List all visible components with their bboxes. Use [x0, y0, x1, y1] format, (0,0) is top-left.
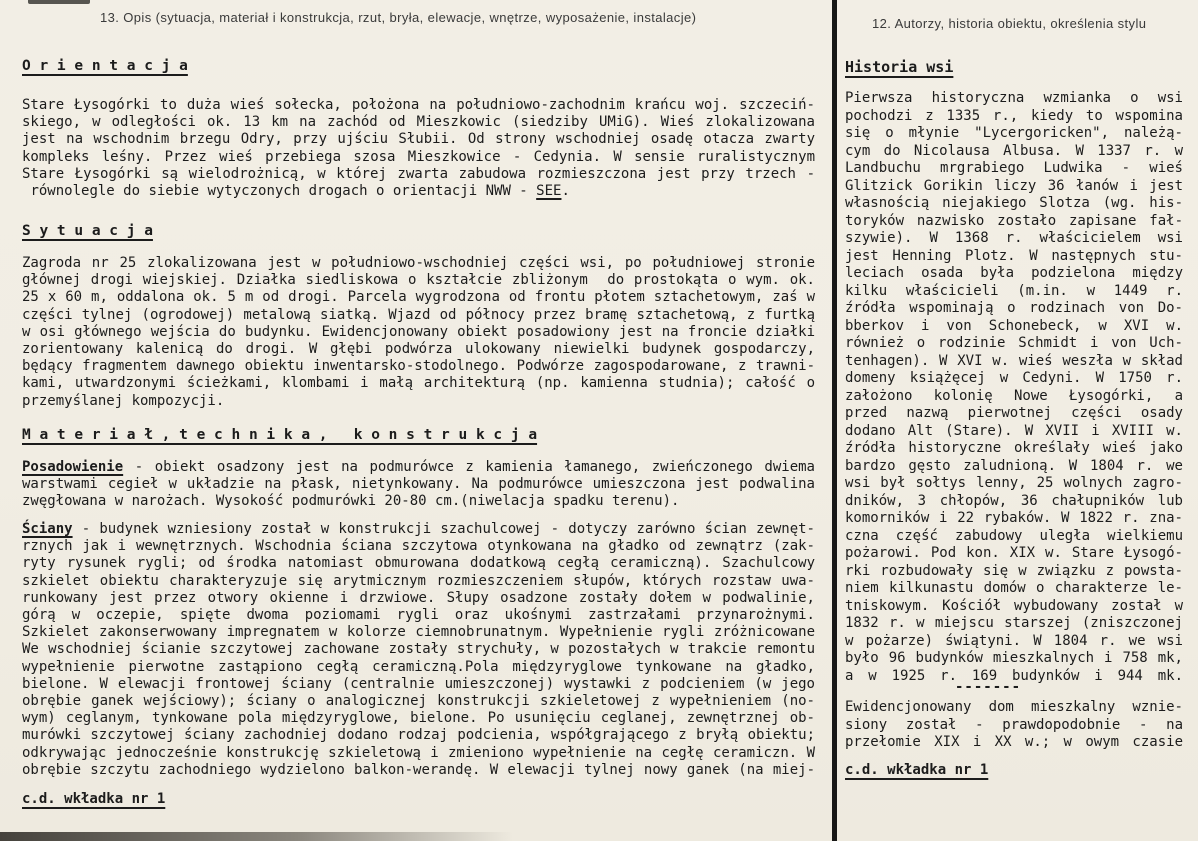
text-line: warstwami cegieł w układzie na płask, nietynkowany. Na podmurówce umieszczona jest podwalina: [22, 476, 815, 493]
text-line: bielone. W elewacji frontowej ściany (centralnie umieszczonej) wystawki z podcieniem (w jego: [22, 675, 815, 692]
text-line: We wschodniej ścianie szczytowej zachowane zostały strychuły, w pozostałych w trakcie remontu: [22, 641, 815, 658]
text-line: było 96 budynków mieszkalnych i 758 mk,: [845, 650, 1183, 666]
text-line: części tylnej (ogrodowej) metalową siatką. Wjazd od północy przez bramę sztachetową, z furtką: [22, 306, 815, 323]
text-line: zwęgłowana w narożach. Wysokość podmurówki 20-80 cm.(niwelacja spadku terenu).: [22, 493, 680, 510]
paragraph-posadowienie: [22, 459, 815, 511]
text-line: źródła wspominają o rodzinach von Do-: [845, 300, 1183, 316]
text-line: przełomie XIX i XX w.; w owym czasie: [845, 734, 1183, 750]
paragraph-historia-wsi: [845, 90, 1183, 685]
text-line: źródła historyczne określały wieś jako: [845, 440, 1183, 456]
text-line: domeny książęcej w Cedyni. W 1750 r.: [845, 370, 1183, 386]
text-line: runkowany jest przez otwory okienne i drzwiowe. Słupy osadzone zostały dołem w podwalinie,: [22, 589, 815, 606]
paragraph-orientacja: [22, 97, 815, 200]
text-line: przemyślanej kompozycji.: [22, 392, 225, 409]
text-line: przed nazwą pierwotnej części osady: [845, 405, 1183, 421]
text-line: kilku właścicieli (m.in. w 1449 r.: [845, 282, 1183, 299]
text-line: komorników i 22 rybaków. W 1822 r. zna-: [845, 510, 1183, 526]
text-line: się o młynie "Lycergoricken", należą-: [845, 125, 1183, 141]
text-line: wypełnienie pierwotne zastąpiono cegłą ceramiczną.Pola międzyryglowe tynkowane na gładko,: [22, 658, 815, 675]
text-line: szkielet obiektu charakteryzuje się arytmicznym rozmieszczeniem słupów, których rozstaw uwa-: [22, 572, 815, 589]
text-line: zorientowany kalenicą do drogi. W głębi podwórza ulokowany niewielki budynek gospodarczy,: [22, 341, 815, 358]
text-line: 1832 r. w miejscu starszej (zniszczonej: [845, 615, 1183, 631]
text-line: dodano Alt (Stare). W XVII i XVIII w.: [845, 422, 1183, 439]
text-line: Glitzick Gorikin liczy 36 łanów i jest: [845, 177, 1183, 194]
text-line: Ewidencjonowany dom mieszkalny wznie-: [845, 699, 1183, 715]
text-line: jest na wschodnim brzegu Odry, przy ujściu Słubii. Od strony wschodniej osadę otacza zwarty: [22, 131, 815, 148]
text-line: Posadowienie - obiekt osadzony jest na podmurówce z kamienia łamanego, zwieńczonego dwiema: [22, 459, 815, 475]
text-line: bberkov i von Schonebeck, w XVI w.: [845, 317, 1183, 334]
text-line: będący fragmentem dawnego obiektu inwentarsko-stodolnego. Podwórze zagospodarowane, z trawni-: [22, 358, 815, 375]
text-line: Pierwsza historyczna wzmianka o wsi: [845, 90, 1183, 106]
text-line: jest Henning Plotz. W następnych stu-: [845, 247, 1183, 264]
text-line: głównej drogi wiejskiej. Działka siedliskowa o kształcie zbliżonym do prostokąta o wym. ok.: [22, 272, 815, 289]
scan-smudge: [28, 0, 90, 4]
dash-separator: -------: [955, 679, 1022, 695]
text-line: Ściany - budynek wzniesiony został w konstrukcji szachulcowej - dotyczy zarówno ścian zewnęt-: [22, 521, 815, 537]
text-line: również o rodzinie Schmidt i von Uch-: [845, 335, 1183, 351]
text-line: górą w oczepie, spięte dwoma poziomami rygli oraz ukośnymi zastrzałami przynarożnymi.: [22, 607, 815, 624]
section-heading-orientacja: O r i e n t a c j a: [22, 58, 188, 74]
text-line: równolegle do siebie wytyczonych drogach o orientacji NWW - SEE.: [22, 183, 570, 200]
text-line: Stare Łysogórki są wielodrożnicą, w której zwarta zabudowa rozmieszczona jest przy trzech -: [22, 165, 815, 182]
text-line: pochodzi z 1335 r., kiedy to wspomina: [845, 107, 1183, 124]
paragraph-dom-mieszkalny: [845, 699, 1183, 752]
text-line: wym) ceglanym, tynkowane pola międzyryglowe, bielone. Po usunięciu ceglanej, zewnętrznej ob-: [22, 710, 815, 727]
text-line: w pożarze) świątyni. W 1804 r. we wsi: [845, 632, 1183, 649]
text-line: Szkielet zakonserwowany impregnatem w kolorze ciemnobrunatnym. Wypełnienie rygli zróżnicowane: [22, 624, 815, 641]
text-line: Landbuchu mrgrabiego Ludwika - wieś: [845, 160, 1183, 176]
section-heading-historia-wsi: Historia wsi: [845, 58, 954, 76]
text-line: własnością niejakiego Slotza (wg. his-: [845, 195, 1183, 211]
continuation-note-right: c.d. wkładka nr 1: [845, 762, 989, 778]
text-line: 25 x 60 m, oddalona ok. 5 m od drogi. Parcela wygrodzona od frontu płotem sztachetowym, zaś w: [22, 289, 815, 306]
form-field-label-13: 13. Opis (sytuacja, materiał i konstrukcja, rzut, bryła, elewacje, wnętrze, wyposażenie, instalacje): [100, 10, 697, 25]
paragraph-sciany: [22, 521, 815, 779]
text-line: Stare Łysogórki to duża wieś sołecka, położona na południowo-zachodnim krańcu woj. szczeciń-: [22, 97, 815, 113]
text-line: czna część zabudowy uległa wielkiemu: [845, 527, 1183, 544]
text-line: siony został - prawdopodobnie - na: [845, 716, 1183, 733]
section-heading-sytuacja: S y t u a c j a: [22, 223, 153, 239]
text-line: murówki szczytowej ściany zachodniej dodano rodzaj podcienia, współgrającego z bryłą obiektu;: [22, 727, 815, 744]
text-line: obrębie ganek wejściowy); ściany o analogicznej konstrukcji szkieletowej z wypełnieniem (no-: [22, 693, 815, 710]
text-line: rki rozbudowały się w związku z powsta-: [845, 562, 1183, 579]
scan-shadow: [0, 832, 540, 841]
text-line: kompleks leśny. Przez wieś przebiega szosa Mieszkowice - Cedynia. W sensie ruralistycznym: [22, 148, 815, 165]
text-line: założono kolonię Nowe Łysogórki, a: [845, 387, 1183, 404]
text-line: ryty rysunek rygli; od środka natomiast obmurowana dodatkową cegłą ceramiczną). Szachulcowy: [22, 555, 815, 572]
column-divider-line: [832, 0, 837, 841]
text-line: obrębie szczytu zachodniego wydzielono balkon-werandę. W elewacji tylnej nowy ganek (na miej-: [22, 761, 815, 778]
text-line: szywie). W 1368 r. właścicielem wsi: [845, 230, 1183, 246]
text-line: Zagroda nr 25 zlokalizowana jest w południowo-wschodniej części wsi, po południowej stronie: [22, 255, 815, 271]
text-line: bardzo gęsto zaludnioną. W 1804 r. we: [845, 457, 1183, 474]
text-line: cym do Nicolausa Albusa. W 1337 r. w: [845, 142, 1183, 159]
text-line: a w 1925 r. 169 budynków i 944 mk.: [845, 667, 1183, 684]
text-line: leciach osada była podzielona między: [845, 265, 1183, 281]
section-heading-material-technika-konstrukcja: M a t e r i a ł , t e c h n i k a , k o n s t r u k c j a: [22, 427, 538, 443]
text-line: tniskowym. Kościół wybudowany został w: [845, 597, 1183, 614]
text-line: skiego, w odległości ok. 13 km na zachód od Mieszkowic (siedziby UMiG). Wieś zlokalizowana: [22, 114, 815, 131]
text-line: wsi był sołtys lenny, 25 wolnych zagro-: [845, 475, 1183, 491]
paragraph-sytuacja: [22, 255, 815, 410]
text-line: odkrywając jednocześnie konstrukcję szkieletową i zmieniono wypełnienie na cegłę ceramiczn. W: [22, 744, 815, 761]
text-line: kami, utwardzonymi ścieżkami, klombami i małą architekturą (np. kamienna studnia); całość o: [22, 375, 815, 392]
text-line: w osi głównego wejścia do budynku. Ewidencjonowany obiekt posadowiony jest na froncie działki: [22, 323, 815, 340]
text-line: pożarowi. Pod kon. XIX w. Stare Łysogó-: [845, 545, 1183, 561]
text-line: toryków nazwisko zostało zapisane fał-: [845, 212, 1183, 229]
text-line: tenhagen). W XVI w. wieś weszła w skład: [845, 352, 1183, 369]
continuation-note-left: c.d. wkładka nr 1: [22, 791, 166, 807]
form-field-label-12: 12. Autorzy, historia obiektu, określenia stylu: [872, 16, 1147, 31]
text-line: niem kilkunastu domów o charakterze le-: [845, 580, 1183, 596]
text-line: dników, 3 chłopów, 36 chałupników lub: [845, 492, 1183, 509]
text-line: rznych jak i wewnętrznych. Wschodnia ściana szczytowa otynkowana na gładko od zewnątrz (zak-: [22, 538, 815, 555]
